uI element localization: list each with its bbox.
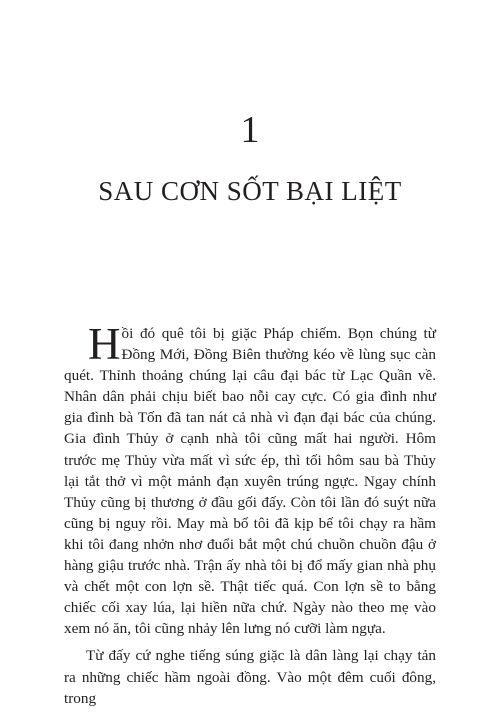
- paragraph-1: [64, 319, 436, 639]
- chapter-number: 1: [240, 109, 260, 151]
- chapter-body: [64, 319, 436, 709]
- drop-cap: H: [88, 319, 121, 369]
- paragraph-1-text: ồi đó quê tôi bị giặc Pháp chiếm. Bọn chúng từ Đồng Mới, Đồng Biên thường kéo về lùng sục càn quét. Thỉnh thoảng chúng lại câu đại bác từ Lạc Quần về. Nhân dân phải chịu biết bao nỗi cay cực. Có gia đình như gia đình bà Tốn đã tan nát cả nhà vì đạn đại bác của chúng. Gia đình Thủy ở cạnh nhà tôi cũng mất hai người. Hôm trước mẹ Thủy vừa mất vì sức ép, thì tối hôm sau bà Thủy lại tắt thở vì một mảnh đạn xuyên trúng ngực. Ngay chính Thủy cũng bị thương ở đầu gối đấy. Còn tôi lần đó suýt nữa cũng bị nguy rồi. May mà bố tôi đã kịp bế tôi chạy ra hầm khi tôi đang nhởn nhơ đuổi bắt một chú chuồn chuồn đậu ở hàng giậu trước nhà. Trận ấy nhà tôi bị đổ mấy gian nhà phụ và chết một con lợn sề. Thật tiếc quá. Con lợn sề to bằng chiếc cối xay lúa, lại hiền nữa chứ. Ngày nào theo mẹ vào xem nó ăn, tôi cũng nhảy lên lưng nó cưỡi làm ngựa.: [64, 325, 436, 638]
- paragraph-2: Từ đấy cứ nghe tiếng súng giặc là dân làng lại chạy tản ra những chiếc hầm ngoài đồng. Vào một đêm cuối đông, trong: [64, 647, 436, 707]
- chapter-title: SAU CƠN SỐT BẠI LIỆT: [98, 176, 402, 206]
